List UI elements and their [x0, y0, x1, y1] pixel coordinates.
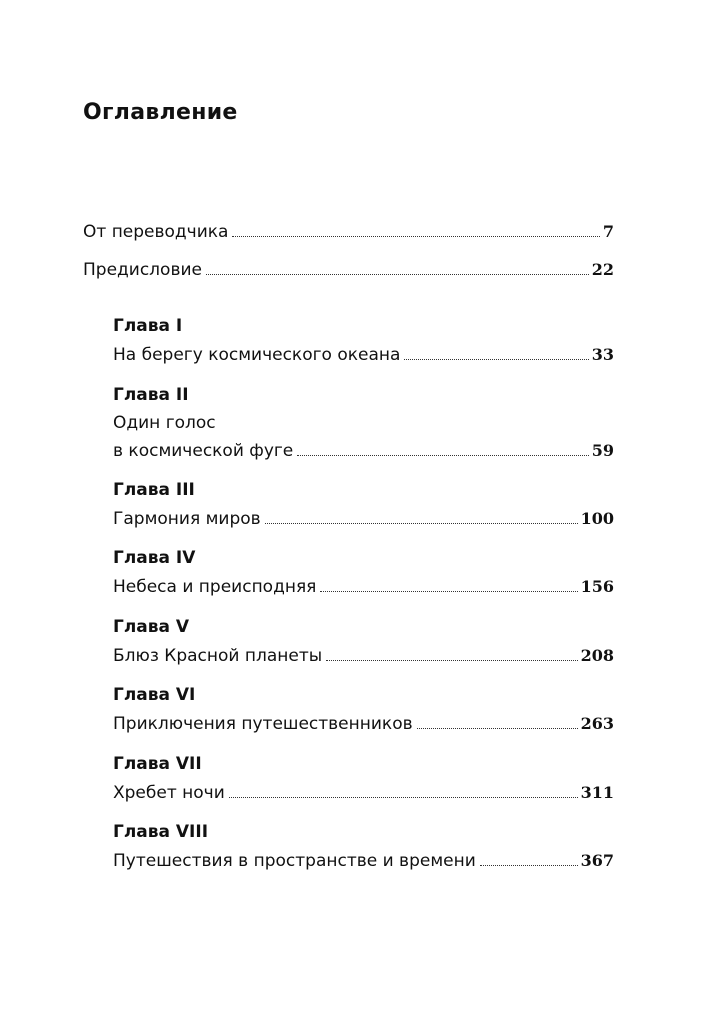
dot-leader — [326, 660, 577, 661]
dot-leader — [297, 455, 588, 456]
dot-leader — [232, 236, 599, 237]
toc-entry-chapter-1[interactable] — [113, 345, 614, 365]
toc-entry-page: 208 — [580, 646, 614, 665]
toc-entry-title: Приключения путешественников — [113, 714, 413, 734]
toc-entry-chapter-5[interactable] — [113, 646, 614, 666]
dot-leader — [265, 523, 578, 524]
toc-entry-title: Гармония миров — [113, 509, 261, 529]
toc-entry-page: 22 — [591, 260, 614, 279]
toc-entry-translator-note[interactable] — [83, 222, 614, 242]
toc-entry-chapter-6[interactable] — [113, 714, 614, 734]
toc-entry-chapter-8[interactable] — [113, 851, 614, 871]
dot-leader — [229, 797, 578, 798]
toc-entry-chapter-3[interactable] — [113, 509, 614, 529]
toc-entry-title-line: Один голос — [113, 413, 216, 433]
chapter-label: Глава VIII — [113, 822, 209, 842]
toc-entry-chapter-2[interactable] — [113, 441, 614, 461]
chapter-label: Глава VII — [113, 754, 202, 774]
dot-leader — [320, 591, 577, 592]
toc-entry-page: 263 — [580, 714, 614, 733]
toc-entry-preface[interactable] — [83, 260, 614, 280]
toc-entry-title: Хребет ночи — [113, 783, 225, 803]
toc-entry-page: 7 — [602, 222, 614, 241]
dot-leader — [404, 359, 588, 360]
dot-leader — [417, 728, 578, 729]
chapter-label: Глава V — [113, 617, 190, 637]
toc-entry-page: 367 — [580, 851, 614, 870]
toc-entry-title: Предисловие — [83, 260, 202, 280]
toc-entry-chapter-4[interactable] — [113, 577, 614, 597]
toc-entry-title: От переводчика — [83, 222, 229, 242]
toc-entry-page: 311 — [580, 783, 614, 802]
chapter-label: Глава III — [113, 480, 195, 500]
toc-entry-title: Небеса и преисподняя — [113, 577, 317, 597]
chapter-label: Глава II — [113, 385, 189, 405]
dot-leader — [206, 274, 589, 275]
toc-entry-chapter-7[interactable] — [113, 783, 614, 803]
toc-entry-page: 59 — [591, 441, 614, 460]
chapter-label: Глава IV — [113, 548, 196, 568]
dot-leader — [480, 865, 578, 866]
toc-entry-title: Путешествия в пространстве и времени — [113, 851, 476, 871]
page-title: Оглавление — [83, 100, 238, 125]
toc-entry-title: На берегу космического океана — [113, 345, 401, 365]
toc-entry-page: 100 — [580, 509, 614, 528]
toc-entry-title: Блюз Красной планеты — [113, 646, 323, 666]
toc-entry-title: в космической фуге — [113, 441, 294, 461]
chapter-label: Глава I — [113, 316, 183, 336]
toc-entry-page: 33 — [591, 345, 614, 364]
toc-entry-page: 156 — [580, 577, 614, 596]
chapter-label: Глава VI — [113, 685, 196, 705]
